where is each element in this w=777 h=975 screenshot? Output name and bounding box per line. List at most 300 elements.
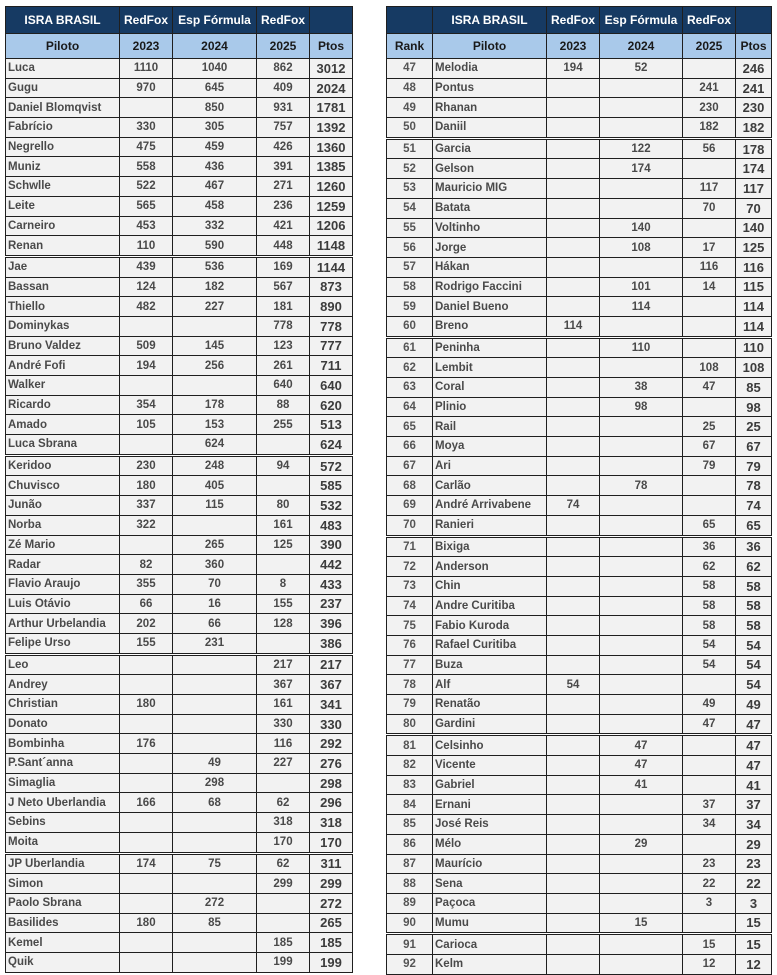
cell-2023: 174 [120, 853, 173, 874]
cell-ptos: 116 [736, 257, 772, 277]
cell-2024 [600, 536, 683, 557]
cell-2025: 80 [257, 496, 310, 516]
cell-2024 [173, 675, 257, 695]
column-header-piloto: Piloto [433, 34, 547, 59]
table-row [387, 596, 772, 616]
cell-2025 [257, 773, 310, 793]
cell-2024 [600, 358, 683, 378]
cell-rank: 48 [387, 78, 433, 98]
cell-ptos: 15 [736, 913, 772, 934]
cell-2023 [120, 316, 173, 336]
cell-2025: 58 [683, 616, 736, 636]
cell-2024: 256 [173, 356, 257, 376]
cell-rank: 66 [387, 437, 433, 457]
cell-2023 [120, 773, 173, 793]
cell-2023 [547, 815, 600, 835]
cell-2025: 65 [683, 515, 736, 536]
table-row [387, 456, 772, 476]
table-row [387, 277, 772, 297]
cell-2025: 34 [683, 815, 736, 835]
table-row [6, 515, 353, 535]
cell-2025 [683, 496, 736, 516]
header-cell-org: ISRA BRASIL [433, 7, 547, 34]
cell-2025: 58 [683, 576, 736, 596]
cell-piloto: Ricardo [6, 395, 120, 415]
cell-ptos: 15 [736, 934, 772, 955]
cell-piloto: Bruno Valdez [6, 336, 120, 356]
cell-2025: 448 [257, 236, 310, 257]
cell-ptos: 3 [736, 893, 772, 913]
table-row [6, 118, 353, 138]
cell-ptos: 74 [736, 496, 772, 516]
cell-ptos: 65 [736, 515, 772, 536]
cell-ptos: 367 [310, 675, 353, 695]
table-row [387, 78, 772, 98]
cell-2025: 47 [683, 378, 736, 398]
cell-piloto: J Neto Uberlandia [6, 793, 120, 813]
cell-2024 [600, 635, 683, 655]
cell-rank: 81 [387, 735, 433, 756]
cell-ptos: 241 [736, 78, 772, 98]
cell-2025 [257, 476, 310, 496]
cell-2023: 337 [120, 496, 173, 516]
cell-rank: 57 [387, 257, 433, 277]
cell-2023 [547, 337, 600, 358]
cell-ptos: 318 [310, 813, 353, 833]
cell-piloto: Mauricio MIG [433, 179, 547, 199]
table-row [387, 616, 772, 636]
cell-2023: 558 [120, 157, 173, 177]
cell-piloto: Muniz [6, 157, 120, 177]
cell-2024: 52 [600, 59, 683, 79]
cell-2025: 181 [257, 297, 310, 317]
cell-2024: 265 [173, 535, 257, 555]
cell-2024: 41 [600, 775, 683, 795]
cell-2023 [120, 832, 173, 853]
cell-2023 [547, 775, 600, 795]
table-row [387, 635, 772, 655]
cell-piloto: Gabriel [433, 775, 547, 795]
cell-ptos: 54 [736, 635, 772, 655]
table-row [6, 216, 353, 236]
cell-2024 [600, 655, 683, 675]
cell-2023: 522 [120, 177, 173, 197]
cell-2023: 194 [547, 59, 600, 79]
cell-2023: 114 [547, 316, 600, 337]
table-row [387, 695, 772, 715]
table-row [6, 913, 353, 933]
cell-piloto: Coral [433, 378, 547, 398]
cell-2024 [173, 874, 257, 894]
cell-2023 [547, 257, 600, 277]
header-cell-series-2025: RedFox [257, 7, 310, 34]
cell-ptos: 572 [310, 455, 353, 476]
cell-ptos: 174 [736, 159, 772, 179]
cell-rank: 61 [387, 337, 433, 358]
cell-2023: 124 [120, 277, 173, 297]
cell-2024: 298 [173, 773, 257, 793]
cell-2025: 161 [257, 515, 310, 535]
cell-rank: 89 [387, 893, 433, 913]
cell-ptos: 185 [310, 933, 353, 953]
cell-piloto: Arthur Urbelandia [6, 614, 120, 634]
cell-piloto: Radar [6, 555, 120, 575]
column-header-ptos: Ptos [310, 34, 353, 59]
header-cell-series-2024: Esp Fórmula [600, 7, 683, 34]
cell-2023: 155 [120, 633, 173, 654]
cell-2025: 261 [257, 356, 310, 376]
cell-2023 [120, 98, 173, 118]
cell-2025: 47 [683, 714, 736, 735]
cell-rank: 53 [387, 179, 433, 199]
cell-rank: 72 [387, 557, 433, 577]
cell-2024 [173, 316, 257, 336]
cell-piloto: Chuvisco [6, 476, 120, 496]
cell-2024: 68 [173, 793, 257, 813]
cell-piloto: Hákan [433, 257, 547, 277]
cell-2025: 230 [683, 98, 736, 118]
cell-piloto: Jorge [433, 238, 547, 258]
cell-2024: 590 [173, 236, 257, 257]
cell-rank: 59 [387, 297, 433, 317]
cell-2023 [547, 179, 600, 199]
cell-ptos: 2024 [310, 78, 353, 98]
cell-ptos: 58 [736, 596, 772, 616]
cell-2024 [173, 714, 257, 734]
cell-rank: 92 [387, 954, 433, 974]
cell-ptos: 108 [736, 358, 772, 378]
cell-2025: 62 [683, 557, 736, 577]
cell-rank: 80 [387, 714, 433, 735]
cell-ptos: 1206 [310, 216, 353, 236]
cell-piloto: Peninha [433, 337, 547, 358]
cell-piloto: Gardini [433, 714, 547, 735]
cell-ptos: 170 [310, 832, 353, 853]
header-cell-empty [387, 7, 433, 34]
cell-piloto: Moya [433, 437, 547, 457]
table-row [6, 734, 353, 754]
cell-2024: 467 [173, 177, 257, 197]
cell-2025: 14 [683, 277, 736, 297]
cell-2023 [547, 515, 600, 536]
cell-2023: 74 [547, 496, 600, 516]
cell-2023 [547, 297, 600, 317]
cell-2023 [120, 376, 173, 396]
cell-2025: 170 [257, 832, 310, 853]
cell-2024: 227 [173, 297, 257, 317]
table-row [387, 378, 772, 398]
cell-2024 [173, 813, 257, 833]
cell-ptos: 396 [310, 614, 353, 634]
cell-piloto: Daniel Blomqvist [6, 98, 120, 118]
cell-ptos: 62 [736, 557, 772, 577]
cell-ptos: 483 [310, 515, 353, 535]
cell-2024: 332 [173, 216, 257, 236]
cell-2024: 1040 [173, 59, 257, 79]
cell-rank: 90 [387, 913, 433, 934]
header-row-series [387, 7, 772, 34]
table-row [6, 177, 353, 197]
cell-piloto: Gelson [433, 159, 547, 179]
cell-rank: 52 [387, 159, 433, 179]
cell-piloto: Vicente [433, 756, 547, 776]
cell-2025: 299 [257, 874, 310, 894]
cell-piloto: Andrey [6, 675, 120, 695]
cell-ptos: 41 [736, 775, 772, 795]
cell-2024 [173, 515, 257, 535]
cell-2025 [683, 476, 736, 496]
cell-ptos: 298 [310, 773, 353, 793]
cell-rank: 78 [387, 675, 433, 695]
cell-2025: 8 [257, 574, 310, 594]
cell-2024: 114 [600, 297, 683, 317]
cell-2025: 88 [257, 395, 310, 415]
table-row [6, 574, 353, 594]
cell-rank: 76 [387, 635, 433, 655]
cell-ptos: 125 [736, 238, 772, 258]
cell-piloto: Voltinho [433, 218, 547, 238]
cell-2025: 70 [683, 198, 736, 218]
cell-2025: 49 [683, 695, 736, 715]
cell-piloto: Negrello [6, 137, 120, 157]
cell-2024: 458 [173, 196, 257, 216]
cell-rank: 88 [387, 874, 433, 894]
cell-ptos: 98 [736, 397, 772, 417]
cell-2024 [600, 179, 683, 199]
cell-2025 [257, 913, 310, 933]
cell-piloto: Leite [6, 196, 120, 216]
cell-ptos: 513 [310, 415, 353, 435]
cell-2024 [600, 118, 683, 139]
cell-ptos: 178 [736, 138, 772, 159]
header-row-series [6, 7, 353, 34]
cell-2023: 355 [120, 574, 173, 594]
cell-2023: 180 [120, 913, 173, 933]
table-row [6, 793, 353, 813]
cell-piloto: Keridoo [6, 455, 120, 476]
table-row [6, 316, 353, 336]
table-row [6, 633, 353, 654]
cell-2023: 354 [120, 395, 173, 415]
cell-2025: 931 [257, 98, 310, 118]
column-header-2025: 2025 [683, 34, 736, 59]
cell-2023 [547, 118, 600, 139]
cell-piloto: Kemel [6, 933, 120, 953]
cell-2023: 439 [120, 256, 173, 277]
cell-ptos: 34 [736, 815, 772, 835]
column-header-2024: 2024 [600, 34, 683, 59]
cell-rank: 86 [387, 834, 433, 854]
cell-ptos: 890 [310, 297, 353, 317]
cell-piloto: Paçoca [433, 893, 547, 913]
cell-2025: 116 [257, 734, 310, 754]
cell-ptos: 79 [736, 456, 772, 476]
cell-2023: 194 [120, 356, 173, 376]
table-row [387, 815, 772, 835]
cell-rank: 50 [387, 118, 433, 139]
table-row [6, 415, 353, 435]
cell-ptos: 114 [736, 297, 772, 317]
cell-2025: 54 [683, 635, 736, 655]
cell-piloto: Carioca [433, 934, 547, 955]
header-cell-empty [310, 7, 353, 34]
cell-piloto: JP Uberlandia [6, 853, 120, 874]
cell-ptos: 230 [736, 98, 772, 118]
cell-ptos: 1260 [310, 177, 353, 197]
table-row [6, 874, 353, 894]
cell-2023 [547, 596, 600, 616]
cell-2024 [600, 893, 683, 913]
cell-2023: 1110 [120, 59, 173, 79]
header-cell-empty [736, 7, 772, 34]
table-row [387, 337, 772, 358]
cell-2024 [600, 515, 683, 536]
cell-2025: 185 [257, 933, 310, 953]
cell-2023: 330 [120, 118, 173, 138]
cell-piloto: Ranieri [433, 515, 547, 536]
cell-ptos: 47 [736, 756, 772, 776]
cell-piloto: André Fofi [6, 356, 120, 376]
column-header-ptos: Ptos [736, 34, 772, 59]
table-row [6, 773, 353, 793]
cell-2023: 105 [120, 415, 173, 435]
column-header-2025: 2025 [257, 34, 310, 59]
cell-2023 [120, 893, 173, 913]
cell-ptos: 1385 [310, 157, 353, 177]
cell-2024 [600, 675, 683, 695]
cell-2025: 36 [683, 536, 736, 557]
cell-2023 [547, 714, 600, 735]
cell-rank: 85 [387, 815, 433, 835]
cell-2025: 58 [683, 596, 736, 616]
cell-2023 [547, 536, 600, 557]
cell-2024: 16 [173, 594, 257, 614]
cell-2024: 29 [600, 834, 683, 854]
cell-piloto: Maurício [433, 854, 547, 874]
cell-ptos: 37 [736, 795, 772, 815]
cell-2023: 202 [120, 614, 173, 634]
cell-rank: 55 [387, 218, 433, 238]
cell-piloto: Ari [433, 456, 547, 476]
cell-piloto: Daniil [433, 118, 547, 139]
cell-ptos: 217 [310, 654, 353, 675]
cell-piloto: Christian [6, 695, 120, 715]
cell-piloto: Melodia [433, 59, 547, 79]
cell-2025: 255 [257, 415, 310, 435]
cell-piloto: Celsinho [433, 735, 547, 756]
cell-piloto: Plinio [433, 397, 547, 417]
table-row [6, 256, 353, 277]
cell-2023 [547, 913, 600, 934]
table-row [6, 535, 353, 555]
cell-2023: 110 [120, 236, 173, 257]
table-row [387, 238, 772, 258]
cell-ptos: 433 [310, 574, 353, 594]
column-header-2023: 2023 [120, 34, 173, 59]
cell-2024 [600, 854, 683, 874]
table-row [387, 536, 772, 557]
table-row [6, 555, 353, 575]
cell-2024: 38 [600, 378, 683, 398]
cell-2024: 78 [600, 476, 683, 496]
table-row [387, 675, 772, 695]
cell-2025: 367 [257, 675, 310, 695]
table-row [6, 297, 353, 317]
cell-2024 [600, 815, 683, 835]
cell-2024 [600, 795, 683, 815]
cell-2023: 180 [120, 695, 173, 715]
cell-2025: 17 [683, 238, 736, 258]
cell-ptos: 140 [736, 218, 772, 238]
cell-2024: 436 [173, 157, 257, 177]
cell-ptos: 711 [310, 356, 353, 376]
cell-piloto: Sena [433, 874, 547, 894]
cell-2023 [547, 874, 600, 894]
ranking-table-left [5, 6, 353, 973]
table-row [387, 576, 772, 596]
cell-2025: 116 [683, 257, 736, 277]
cell-2024: 47 [600, 756, 683, 776]
column-header-2023: 2023 [547, 34, 600, 59]
cell-2025: 12 [683, 954, 736, 974]
cell-2025 [257, 435, 310, 456]
cell-2023 [547, 655, 600, 675]
cell-2025 [257, 893, 310, 913]
cell-2023 [120, 535, 173, 555]
table-row [387, 954, 772, 974]
table-row [387, 854, 772, 874]
cell-ptos: 1360 [310, 137, 353, 157]
cell-2025: 391 [257, 157, 310, 177]
cell-2023 [547, 417, 600, 437]
cell-rank: 83 [387, 775, 433, 795]
cell-2023: 475 [120, 137, 173, 157]
cell-piloto: Luca Sbrana [6, 435, 120, 456]
cell-2024: 122 [600, 138, 683, 159]
cell-piloto: Sebins [6, 813, 120, 833]
table-row [6, 893, 353, 913]
table-row [387, 874, 772, 894]
cell-piloto: Daniel Bueno [433, 297, 547, 317]
cell-piloto: Moita [6, 832, 120, 853]
table-row [6, 654, 353, 675]
cell-piloto: Carlão [433, 476, 547, 496]
column-header-2024: 2024 [173, 34, 257, 59]
cell-2024: 231 [173, 633, 257, 654]
cell-2023: 180 [120, 476, 173, 496]
cell-2024: 145 [173, 336, 257, 356]
cell-2025: 117 [683, 179, 736, 199]
cell-piloto: Luis Otávio [6, 594, 120, 614]
cell-2024: 850 [173, 98, 257, 118]
cell-2023 [547, 576, 600, 596]
cell-ptos: 777 [310, 336, 353, 356]
cell-rank: 82 [387, 756, 433, 776]
cell-2024 [173, 376, 257, 396]
cell-2025: 640 [257, 376, 310, 396]
table-row [387, 59, 772, 79]
cell-piloto: Mumu [433, 913, 547, 934]
table-row [387, 98, 772, 118]
cell-2025: 757 [257, 118, 310, 138]
cell-rank: 67 [387, 456, 433, 476]
cell-ptos: 54 [736, 675, 772, 695]
cell-2023 [547, 695, 600, 715]
cell-2024: 360 [173, 555, 257, 575]
cell-piloto: Lembit [433, 358, 547, 378]
cell-ptos: 237 [310, 594, 353, 614]
table-row [387, 397, 772, 417]
